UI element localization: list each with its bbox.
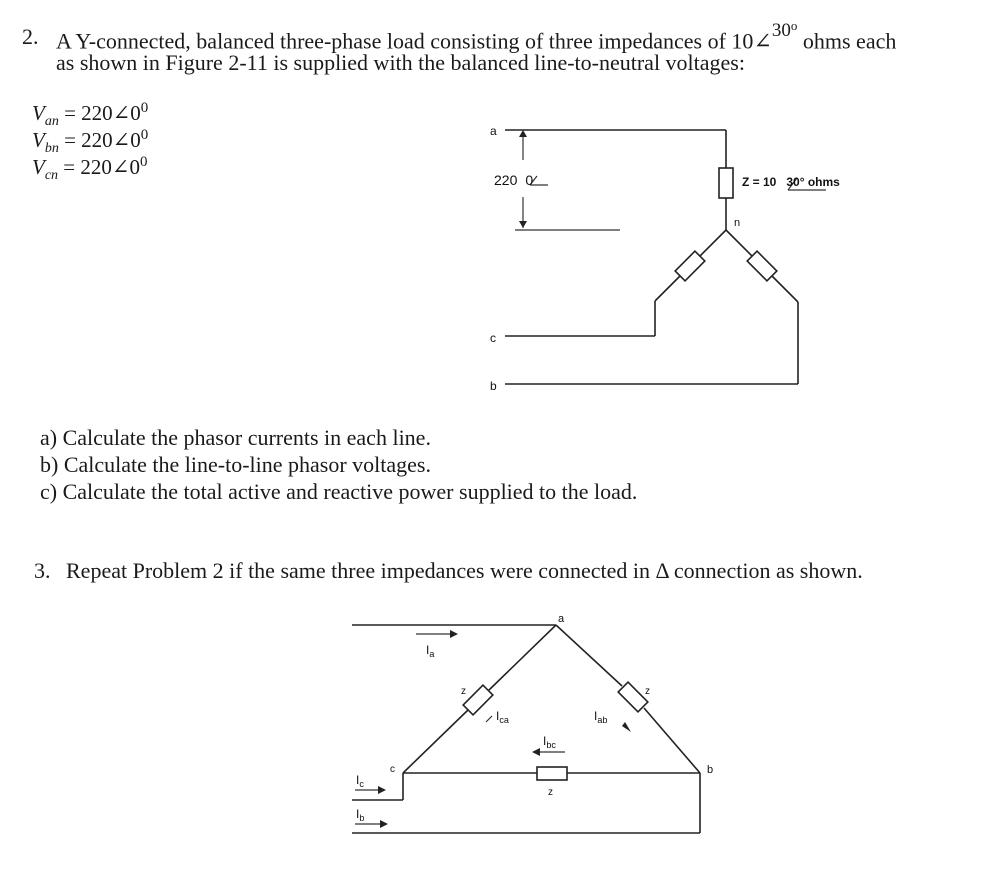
voltage-vbn: $V_{bn}$ = $220\angle 0^0$ bbox=[32, 127, 149, 157]
question-c: c) Calculate the total active and reactive power supplied to the load. bbox=[40, 479, 638, 504]
current-iab-label: $I_{ab}$ bbox=[594, 709, 608, 725]
current-ib-label: $I_b$ bbox=[356, 807, 365, 823]
intro-text-part-1: A Y-connected, balanced three-phase load consisting of three impedances of 10 bbox=[56, 28, 754, 54]
intro-degree: o bbox=[790, 18, 798, 33]
current-ic-label: $I_c$ bbox=[356, 773, 364, 789]
problem-2-intro-line-2: as shown in Figure 2-11 is supplied with the balanced line-to-neutral voltages: bbox=[56, 50, 745, 75]
problem-2-number: 2. bbox=[22, 24, 39, 49]
problem-3-number: 3. bbox=[34, 558, 51, 583]
node-a-label: a bbox=[490, 124, 497, 138]
delta-connection-figure bbox=[0, 600, 1008, 872]
voltage-vcn: $V_{cn}$ = $220\angle 0^0$ bbox=[32, 154, 148, 184]
voltage-van: $V_{an}$ = $220\angle 0^0$ bbox=[32, 100, 149, 130]
impedance-z-bottom: z bbox=[548, 787, 553, 798]
node-n-label: n bbox=[734, 217, 741, 229]
delta-node-b-label: b bbox=[707, 764, 714, 776]
voltage-label: 220 0 bbox=[494, 172, 534, 188]
angle-symbol: ∠ bbox=[753, 28, 772, 54]
y-connection-figure bbox=[0, 0, 1008, 420]
node-c-label: c bbox=[490, 331, 496, 345]
delta-node-a-label: a bbox=[558, 613, 565, 625]
impedance-label: Z = 10 30° ohms bbox=[742, 175, 840, 189]
intro-angle: 30 bbox=[771, 20, 791, 41]
intro-text-part-2: ohms each bbox=[797, 28, 897, 54]
current-ia-label: $I_a$ bbox=[426, 643, 435, 659]
delta-node-c-label: c bbox=[390, 764, 395, 775]
question-a: a) Calculate the phasor currents in each line. bbox=[40, 425, 431, 450]
current-ibc-label: $I_{bc}$ bbox=[543, 734, 556, 750]
node-b-label: b bbox=[490, 379, 497, 393]
question-b: b) Calculate the line-to-line phasor voltages. bbox=[40, 452, 431, 477]
impedance-z-right: z bbox=[645, 686, 650, 697]
problem-3-text: Repeat Problem 2 if the same three impedances were connected in Δ connection as shown. bbox=[66, 558, 863, 583]
impedance-z-left: z bbox=[461, 686, 466, 697]
current-ica-label: $I_{ca}$ bbox=[496, 709, 509, 725]
